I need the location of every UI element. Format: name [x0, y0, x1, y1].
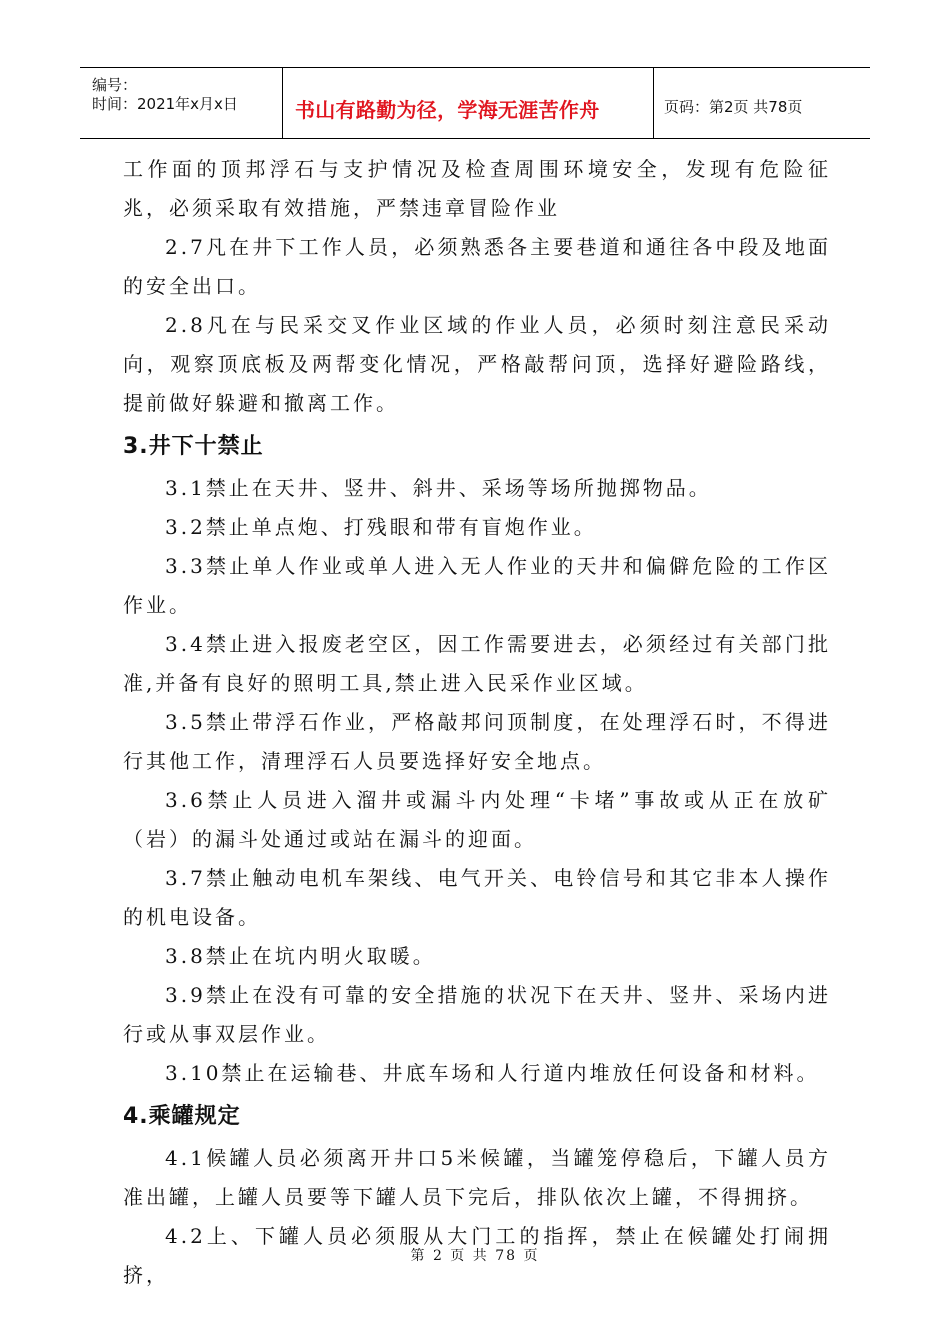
list-item: 3.2禁止单点炮、打残眼和带有盲炮作业。 — [165, 515, 597, 539]
list-item: 3.3禁止单人作业或单人进入无人作业的天井和偏僻危险的工作区作业。 — [123, 554, 831, 617]
paragraph: 2.8凡在与民采交叉作业区域的作业人员，必须时刻注意民采动向，观察顶底板及两帮变化情况，严格敲帮问顶，选择好避险路线，提前做好躲避和撤离工作。 — [123, 313, 831, 415]
list-item: 3.8禁止在坑内明火取暖。 — [165, 944, 436, 968]
list-item: 3.9禁止在没有可靠的安全措施的状况下在天井、竖井、采场内进行或从事双层作业。 — [123, 983, 831, 1046]
document-date-label: 时间：2021年x月x日 — [92, 95, 238, 113]
list-item: 4.2上、下罐人员必须服从大门工的指挥，禁止在候罐处打闹拥挤， — [123, 1224, 831, 1287]
header-motto-cell — [283, 68, 654, 138]
header-page-info: 页码：第2页 共78页 — [664, 98, 803, 116]
section-heading: 4.乘罐规定 — [123, 1104, 241, 1129]
section-heading: 3.井下十禁止 — [123, 434, 264, 459]
paragraph: 工作面的顶邦浮石与支护情况及检查周围环境安全，发现有危险征兆，必须采取有效措施，严禁违章冒险作业 — [123, 157, 831, 220]
list-item: 3.4禁止进入报废老空区，因工作需要进去，必须经过有关部门批准,并备有良好的照明工具,禁止进入民采作业区域。 — [123, 632, 831, 695]
page-footer: 第 2 页 共 78 页 — [410, 1248, 540, 1264]
list-item: 3.5禁止带浮石作业，严格敲邦问顶制度，在处理浮石时，不得进行其他工作，清理浮石人员要选择好安全地点。 — [123, 710, 831, 773]
list-item: 4.1候罐人员必须离开井口5米候罐，当罐笼停稳后，下罐人员方准出罐，上罐人员要等下罐人员下完后，排队依次上罐，不得拥挤。 — [123, 1146, 831, 1209]
list-item: 3.7禁止触动电机车架线、电气开关、电铃信号和其它非本人操作的机电设备。 — [123, 866, 831, 929]
list-item: 3.10禁止在运输巷、井底车场和人行道内堆放任何设备和材料。 — [165, 1061, 820, 1085]
header-motto: 书山有路勤为径，学海无涯苦作舟 — [295, 98, 600, 122]
paragraph: 2.7凡在井下工作人员，必须熟悉各主要巷道和通往各中段及地面的安全出口。 — [123, 235, 831, 298]
header-meta-cell — [80, 68, 283, 138]
page-header — [80, 67, 870, 139]
list-item: 3.1禁止在天井、竖井、斜井、采场等场所抛掷物品。 — [165, 476, 712, 500]
list-item: 3.6禁止人员进入溜井或漏斗内处理“卡堵”事故或从正在放矿（岩）的漏斗处通过或站在漏斗的迎面。 — [123, 788, 831, 851]
document-body — [123, 150, 831, 1295]
document-number-label: 编号： — [92, 76, 138, 94]
